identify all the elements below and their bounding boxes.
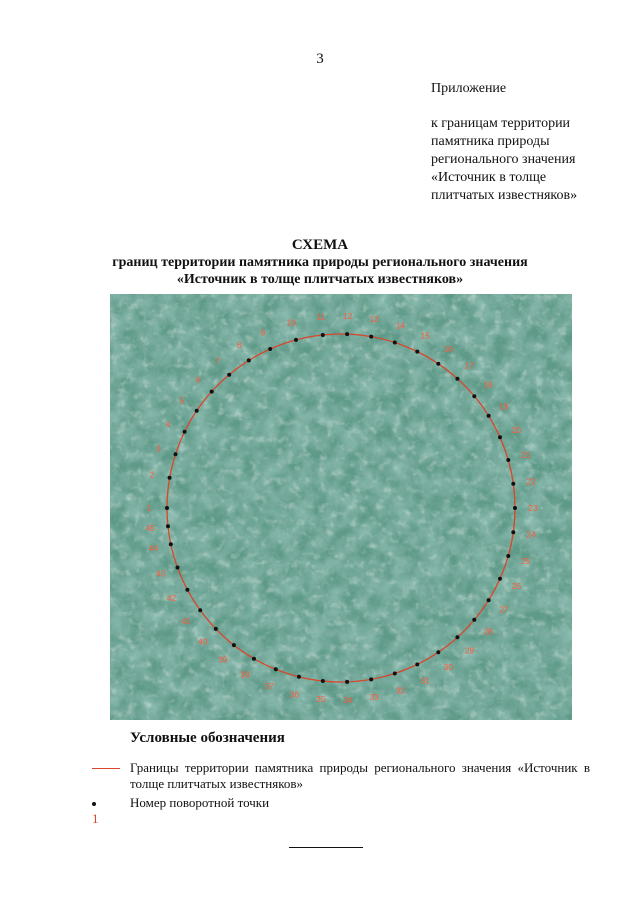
- appendix-title: Приложение: [431, 81, 507, 96]
- point-label-22: 22: [526, 476, 536, 487]
- point-label-40: 40: [198, 636, 208, 647]
- point-label-8: 8: [236, 340, 242, 351]
- turning-point-43: [176, 566, 180, 570]
- point-label-11: 11: [316, 312, 326, 323]
- turning-point-16: [436, 362, 440, 366]
- turning-point-12: [345, 332, 349, 336]
- point-label-5: 5: [179, 395, 185, 406]
- turning-point-39: [232, 643, 236, 647]
- point-label-13: 13: [369, 313, 380, 324]
- point-label-30: 30: [443, 662, 454, 673]
- point-label-32: 32: [395, 685, 406, 696]
- legend-point-text: Номер поворотной точки: [130, 795, 270, 810]
- appendix-line: «Источник в толще: [431, 170, 547, 185]
- boundary-line-swatch: [92, 768, 120, 769]
- point-label-12: 12: [342, 311, 353, 322]
- point-label-9: 9: [260, 327, 266, 338]
- point-label-26: 26: [511, 581, 522, 592]
- point-label-28: 28: [483, 626, 493, 637]
- turning-point-2: [168, 476, 172, 480]
- page-number: 3: [316, 51, 324, 67]
- turning-point-24: [511, 530, 515, 534]
- turning-point-9: [268, 347, 272, 351]
- point-label-37: 37: [264, 681, 274, 691]
- turning-point-19: [487, 414, 491, 418]
- legend-boundary-text: Границы территории памятника природы регионального значения «Источник в толще плитчатых известняков»: [130, 760, 590, 791]
- turning-point-8: [247, 358, 251, 362]
- footer-rule: [289, 847, 363, 848]
- point-label-21: 21: [520, 450, 531, 461]
- turning-point-29: [455, 635, 459, 639]
- scheme-subtitle-1: границ территории памятника природы регионального значения: [112, 255, 528, 270]
- turning-point-7: [227, 373, 231, 377]
- point-label-33: 33: [369, 692, 380, 703]
- point-label-10: 10: [286, 317, 297, 328]
- point-label-45: 45: [145, 523, 155, 534]
- point-label-20: 20: [511, 424, 522, 435]
- point-label-34: 34: [342, 694, 353, 705]
- appendix-line: памятника природы: [431, 134, 550, 149]
- appendix-line: регионального значения: [431, 152, 576, 167]
- point-label-42: 42: [166, 593, 177, 604]
- point-label-4: 4: [166, 418, 171, 429]
- satellite-map: [110, 294, 572, 720]
- turning-point-36: [297, 675, 301, 679]
- point-label-23: 23: [528, 503, 538, 513]
- turning-point-30: [436, 650, 440, 654]
- turning-point-41: [198, 608, 202, 612]
- turning-point-40: [214, 627, 218, 631]
- point-label-7: 7: [215, 355, 220, 366]
- turning-point-42: [185, 588, 189, 592]
- turning-point-3: [174, 452, 178, 456]
- turning-point-32: [393, 672, 397, 676]
- point-label-31: 31: [420, 675, 430, 686]
- point-label-38: 38: [240, 669, 250, 680]
- turning-point-38: [252, 657, 256, 661]
- scheme-subtitle-2: «Источник в толще плитчатых известняков»: [176, 272, 464, 287]
- turning-point-44: [169, 542, 173, 546]
- turning-point-11: [321, 333, 325, 337]
- turning-point-17: [455, 377, 459, 381]
- turning-point-20: [498, 435, 502, 439]
- point-label-6: 6: [195, 374, 201, 385]
- turning-point-45: [166, 524, 170, 528]
- point-label-35: 35: [316, 693, 326, 704]
- turning-point-14: [393, 341, 397, 345]
- legend-title: Условные обозначения: [130, 730, 285, 746]
- appendix-line: плитчатых известняков»: [431, 188, 578, 203]
- point-label-43: 43: [155, 568, 166, 579]
- map-canvas: [110, 294, 572, 720]
- point-label-16: 16: [443, 343, 454, 354]
- turning-point-31: [415, 662, 419, 666]
- turning-point-4: [183, 430, 187, 434]
- turning-point-23: [513, 506, 517, 510]
- point-label-18: 18: [483, 379, 493, 390]
- point-label-17: 17: [464, 360, 475, 371]
- turning-point-18: [472, 394, 476, 398]
- turning-point-25: [506, 554, 510, 558]
- turning-point-27: [487, 598, 491, 602]
- point-label-14: 14: [395, 320, 406, 331]
- turning-point-15: [415, 350, 419, 354]
- point-label-44: 44: [148, 542, 158, 553]
- appendix-line: к границам территории: [431, 116, 571, 131]
- turning-point-35: [321, 679, 325, 683]
- point-label-19: 19: [499, 401, 509, 412]
- canopy-highlights: [110, 294, 572, 720]
- turning-point-21: [506, 458, 510, 462]
- turning-point-10: [294, 338, 298, 342]
- point-label-2: 2: [149, 469, 155, 480]
- turning-point-5: [195, 409, 199, 413]
- point-label-27: 27: [499, 604, 509, 615]
- point-label-1: 1: [146, 503, 152, 513]
- appendix-block: [431, 80, 631, 205]
- scheme-title-block: [0, 236, 640, 288]
- turning-point-33: [369, 677, 373, 681]
- point-dot-icon: [92, 802, 96, 806]
- point-label-39: 39: [218, 654, 228, 665]
- turning-point-28: [472, 618, 476, 622]
- point-sample-label: 1: [92, 811, 99, 826]
- turning-point-34: [345, 680, 349, 684]
- point-label-24: 24: [526, 529, 536, 540]
- scheme-title: СХЕМА: [291, 237, 349, 253]
- turning-point-22: [511, 482, 515, 486]
- point-label-3: 3: [156, 443, 161, 454]
- point-sample: [92, 795, 100, 827]
- point-label-36: 36: [289, 689, 300, 700]
- turning-point-37: [274, 667, 278, 671]
- turning-point-6: [210, 390, 214, 394]
- turning-point-13: [369, 335, 373, 339]
- point-label-29: 29: [464, 645, 475, 656]
- turning-point-26: [498, 577, 502, 581]
- point-label-41: 41: [180, 615, 191, 626]
- point-label-25: 25: [520, 555, 531, 566]
- point-label-15: 15: [420, 330, 430, 341]
- turning-point-1: [165, 506, 169, 510]
